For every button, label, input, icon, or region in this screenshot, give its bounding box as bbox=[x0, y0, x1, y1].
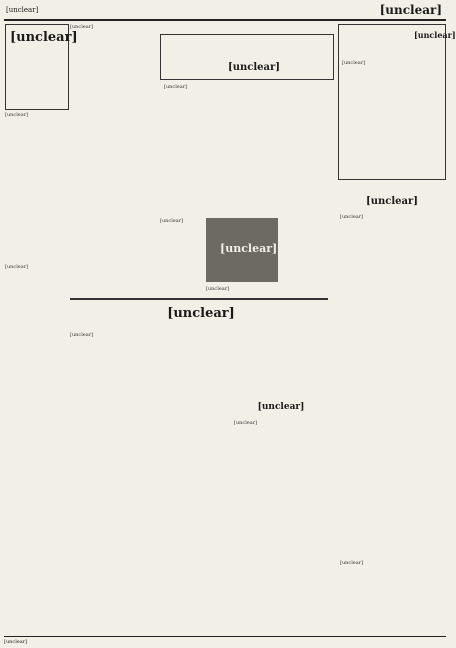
middle-top-body: [unclear] bbox=[70, 24, 94, 30]
right-mid-title: [unclear] bbox=[365, 196, 418, 207]
bottom-center-body: [unclear] bbox=[234, 420, 258, 426]
right-mid-body: [unclear] bbox=[340, 214, 364, 220]
left-mid-body: [unclear] bbox=[5, 264, 29, 270]
date-line: [unclear] bbox=[6, 6, 39, 14]
right-top-body: [unclear] bbox=[342, 60, 366, 66]
section-divider bbox=[70, 298, 328, 300]
center-mid-caption: [unclear] bbox=[160, 218, 184, 224]
left-top-title: [unclear] bbox=[10, 30, 78, 45]
right-top-title: [unclear] bbox=[414, 30, 456, 40]
center-photo bbox=[206, 218, 278, 282]
bottom-right-body: [unclear] bbox=[340, 560, 364, 566]
center-top-body: [unclear] bbox=[164, 84, 188, 90]
center-top-title: [unclear] bbox=[227, 62, 280, 73]
bottom-left-body: [unclear] bbox=[70, 332, 94, 338]
bottom-center-title: [unclear] bbox=[257, 402, 305, 412]
center-mid-body: [unclear] bbox=[206, 286, 230, 292]
bottom-left-title: [unclear] bbox=[167, 306, 235, 321]
page-footer: [unclear] bbox=[4, 636, 446, 645]
masthead: [unclear] bbox=[379, 3, 442, 17]
center-photo-label: [unclear] bbox=[220, 242, 278, 255]
page-header bbox=[4, 3, 446, 21]
left-top-body: [unclear] bbox=[5, 112, 29, 118]
